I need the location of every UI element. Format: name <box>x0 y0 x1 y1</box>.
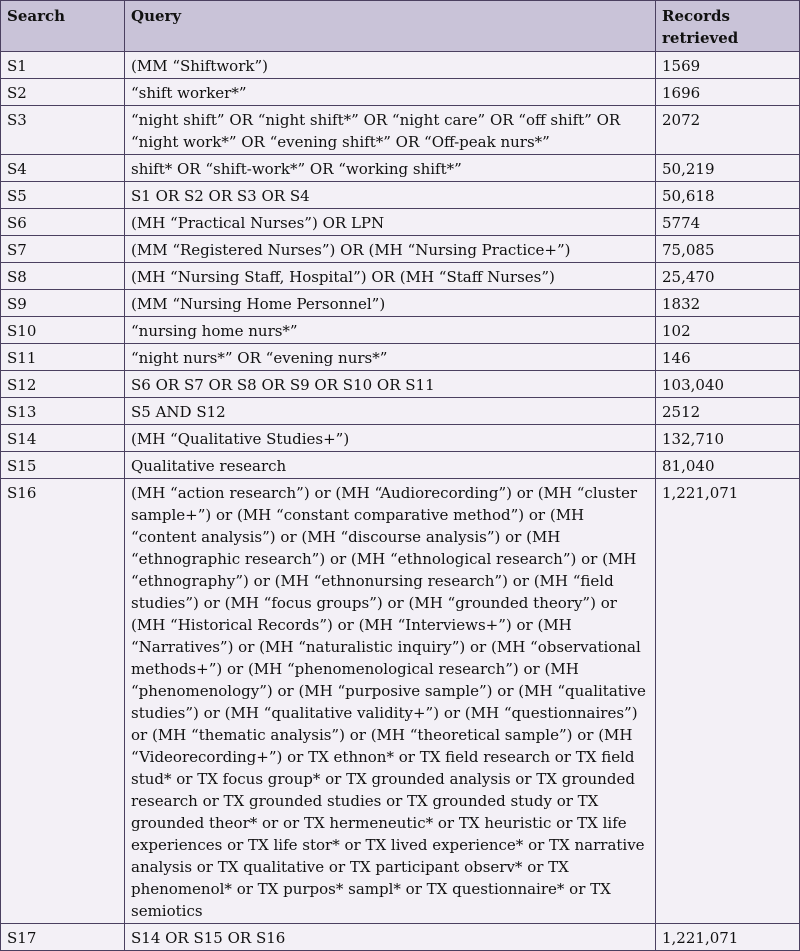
records-count: 50,618 <box>656 182 800 209</box>
search-id: S16 <box>1 479 125 924</box>
query-text: (MH “Practical Nurses”) OR LPN <box>125 209 656 236</box>
search-id: S4 <box>1 155 125 182</box>
query-text: S1 OR S2 OR S3 OR S4 <box>125 182 656 209</box>
search-id: S13 <box>1 398 125 425</box>
query-text: S14 OR S15 OR S16 <box>125 924 656 951</box>
table-row <box>1 263 800 290</box>
query-text: shift* OR “shift-work*” OR “working shift*” <box>125 155 656 182</box>
query-text: “shift worker*” <box>125 79 656 106</box>
search-id: S9 <box>1 290 125 317</box>
table-row <box>1 79 800 106</box>
records-count: 2512 <box>656 398 800 425</box>
search-id: S8 <box>1 263 125 290</box>
query-text: (MM “Registered Nurses”) OR (MH “Nursing Practice+”) <box>125 236 656 263</box>
search-id: S12 <box>1 371 125 398</box>
table-row <box>1 236 800 263</box>
query-text: (MH “Nursing Staff, Hospital”) OR (MH “Staff Nurses”) <box>125 263 656 290</box>
table-row <box>1 344 800 371</box>
records-count: 25,470 <box>656 263 800 290</box>
search-id: S17 <box>1 924 125 951</box>
records-count: 2072 <box>656 106 800 155</box>
search-id: S7 <box>1 236 125 263</box>
search-id: S2 <box>1 79 125 106</box>
table-row <box>1 425 800 452</box>
records-count: 132,710 <box>656 425 800 452</box>
query-text: “night nurs*” OR “evening nurs*” <box>125 344 656 371</box>
records-count: 1696 <box>656 79 800 106</box>
table-row <box>1 155 800 182</box>
table-row <box>1 106 800 155</box>
search-id: S11 <box>1 344 125 371</box>
search-id: S14 <box>1 425 125 452</box>
records-count: 103,040 <box>656 371 800 398</box>
records-count: 1569 <box>656 52 800 79</box>
records-count: 5774 <box>656 209 800 236</box>
header-search: Search <box>1 1 125 52</box>
records-count: 1,221,071 <box>656 924 800 951</box>
records-count: 75,085 <box>656 236 800 263</box>
query-text: (MH “Qualitative Studies+”) <box>125 425 656 452</box>
query-text: S5 AND S12 <box>125 398 656 425</box>
query-text: S6 OR S7 OR S8 OR S9 OR S10 OR S11 <box>125 371 656 398</box>
header-row <box>1 1 800 52</box>
records-count: 50,219 <box>656 155 800 182</box>
records-count: 146 <box>656 344 800 371</box>
table-row <box>1 52 800 79</box>
search-id: S5 <box>1 182 125 209</box>
search-id: S3 <box>1 106 125 155</box>
table-row <box>1 317 800 344</box>
query-text: “night shift” OR “night shift*” OR “night care” OR “off shift” OR “night work*” OR “evening shift*” OR “Off-peak nurs*” <box>125 106 656 155</box>
table-row <box>1 290 800 317</box>
table-row <box>1 371 800 398</box>
table-row <box>1 398 800 425</box>
table-row <box>1 479 800 924</box>
query-text: (MM “Nursing Home Personnel”) <box>125 290 656 317</box>
search-id: S10 <box>1 317 125 344</box>
query-text: (MH “action research”) or (MH “Audiorecording”) or (MH “cluster sample+”) or (MH “constant comparative method”) or (MH “content analysis”) or (MH “discourse analysis”) or (MH “ethnographic research”) or (MH “ethnological research”) or (MH “ethnography”) or (MH “ethnonursing research”) or (MH “field studies”) or (MH “focus groups”) or (MH “grounded theory”) or (MH “Historical Records”) or (MH “Interviews+”) or (MH “Narratives”) or (MH “naturalistic inquiry”) or (MH “observational methods+”) or (MH “phenomenological research”) or (MH “phenomenology”) or (MH “purposive sample”) or (MH “qualitative studies”) or (MH “qualitative validity+”) or (MH “questionnaires”) or (MH “thematic analysis”) or (MH “theoretical sample”) or (MH “Videorecording+”) or TX ethnon* or TX field research or TX field stud* or TX focus group* or TX grounded analysis or TX grounded research or TX grounded studies or TX grounded study or TX grounded theor* or or TX hermeneutic* or TX heuristic or TX life experiences or TX life stor* or TX lived experience* or TX narrative analysis or TX qualitative or TX participant observ* or TX phenomenol* or TX purpos* sampl* or TX questionnaire* or TX semiotics <box>125 479 656 924</box>
query-text: “nursing home nurs*” <box>125 317 656 344</box>
records-count: 102 <box>656 317 800 344</box>
query-text: Qualitative research <box>125 452 656 479</box>
search-id: S15 <box>1 452 125 479</box>
table-row <box>1 182 800 209</box>
query-text: (MM “Shiftwork”) <box>125 52 656 79</box>
table-row <box>1 209 800 236</box>
search-id: S1 <box>1 52 125 79</box>
table-row <box>1 452 800 479</box>
search-id: S6 <box>1 209 125 236</box>
table-row <box>1 924 800 951</box>
header-records: Records retrieved <box>656 1 800 52</box>
records-count: 1832 <box>656 290 800 317</box>
header-query: Query <box>125 1 656 52</box>
records-count: 81,040 <box>656 452 800 479</box>
records-count: 1,221,071 <box>656 479 800 924</box>
